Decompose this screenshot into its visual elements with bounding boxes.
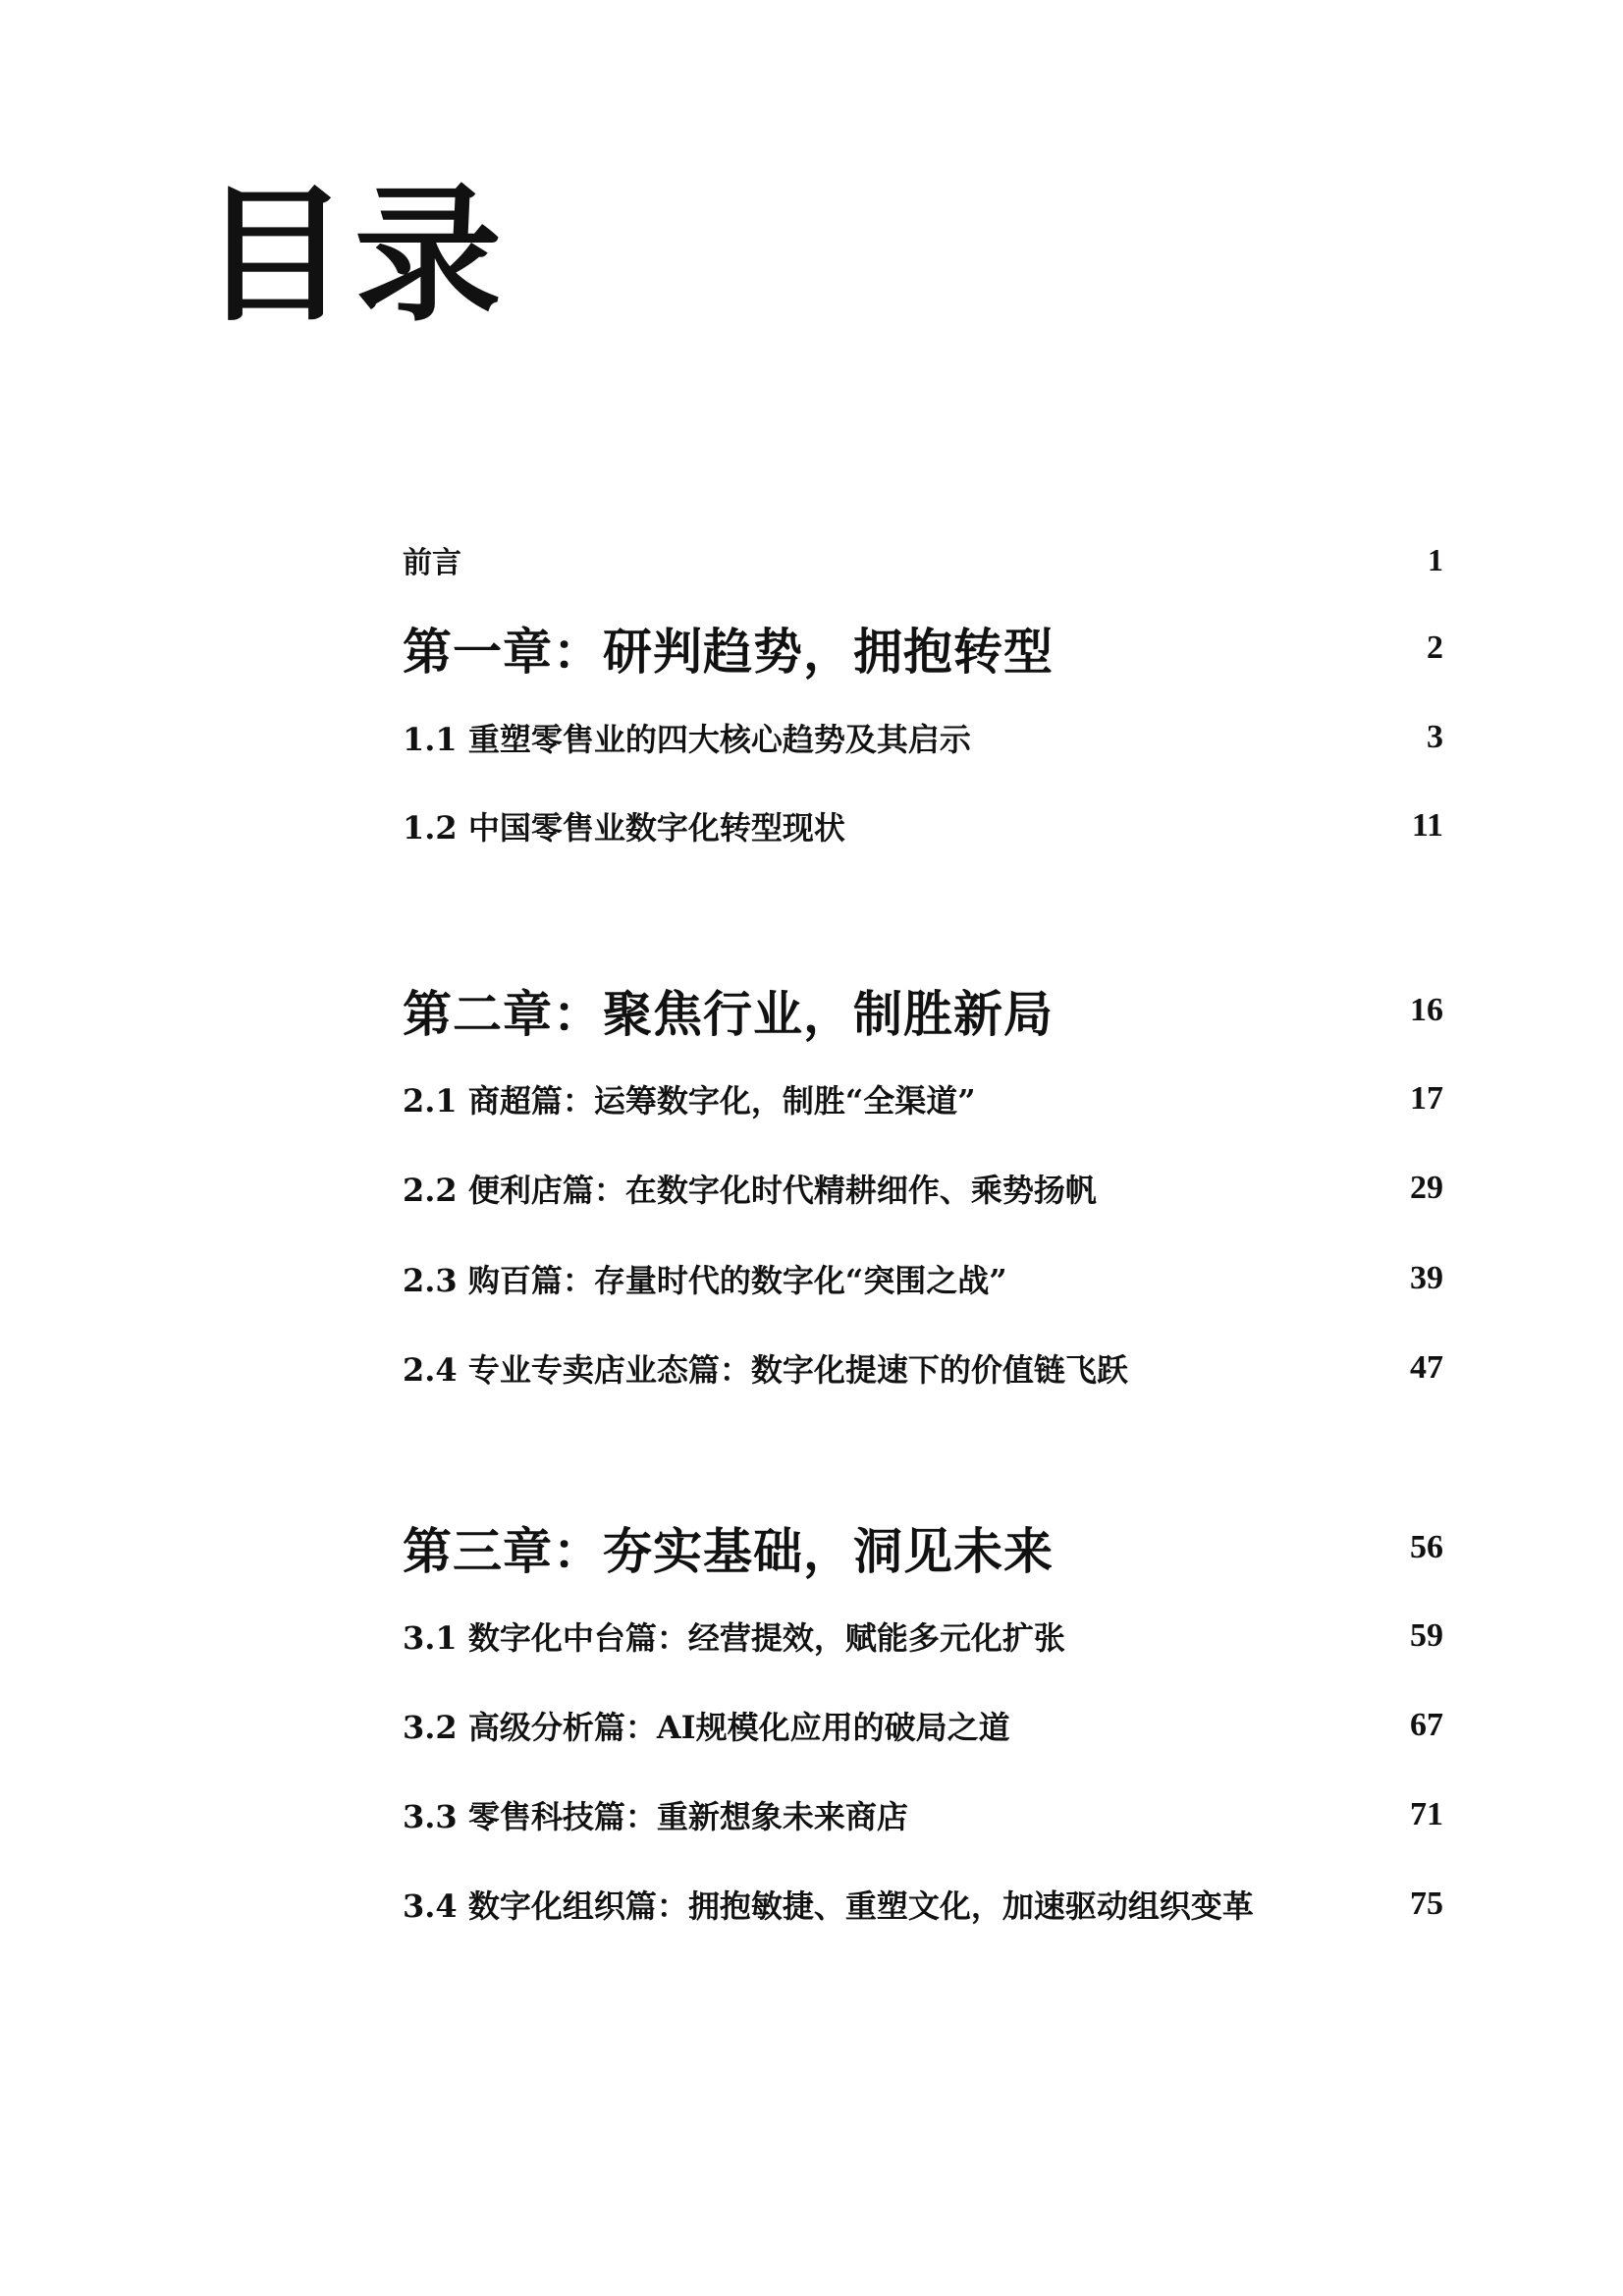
toc-entry-label: 3.1 数字化中台篇：经营提效，赋能多元化扩张 <box>403 1619 1065 1657</box>
toc-entry-page: 56 <box>1410 1529 1443 1565</box>
toc-entry-label: 第一章：研判趋势，拥抱转型 <box>403 623 1054 681</box>
toc-entry-chapter-2[interactable] <box>403 975 1443 1046</box>
toc-entry-label: 1.1 重塑零售业的四大核心趋势及其启示 <box>403 721 971 758</box>
toc-entry-label: 2.1 商超篇：运筹数字化，制胜“全渠道” <box>403 1082 976 1120</box>
toc-entry-page: 59 <box>1410 1617 1443 1654</box>
toc-entry-section-3-3[interactable] <box>403 1792 1443 1837</box>
toc-entry-section-3-1[interactable] <box>403 1613 1443 1659</box>
toc-entry-page: 16 <box>1410 992 1443 1028</box>
toc-entry-section-1-2[interactable] <box>403 803 1443 848</box>
toc-entry-page: 71 <box>1410 1796 1443 1832</box>
toc-entry-label: 1.2 中国零售业数字化转型现状 <box>403 809 845 847</box>
toc-entry-label: 2.4 专业专卖店业态篇：数字化提速下的价值链飞跃 <box>403 1351 1128 1389</box>
toc-entry-page: 11 <box>1411 807 1443 844</box>
toc-entry-label: 2.3 购百篇：存量时代的数字化“突围之战” <box>403 1262 1007 1299</box>
toc-entry-chapter-1[interactable] <box>403 613 1443 683</box>
toc-entry-section-1-1[interactable] <box>403 715 1443 760</box>
toc-entry-page: 17 <box>1410 1080 1443 1117</box>
toc-entry-page: 3 <box>1427 719 1443 755</box>
toc-entry-label: 前言 <box>403 546 461 580</box>
page-title: 目录 <box>201 169 509 342</box>
toc-entry-section-3-2[interactable] <box>403 1703 1443 1748</box>
toc-entry-label: 第三章：夯实基础，洞见未来 <box>403 1522 1054 1580</box>
toc-entry-chapter-3[interactable] <box>403 1512 1443 1583</box>
table-of-contents <box>403 0 1443 2296</box>
toc-entry-section-2-2[interactable] <box>403 1166 1443 1211</box>
toc-entry-label: 2.2 便利店篇：在数字化时代精耕细作、乘势扬帆 <box>403 1172 1097 1209</box>
toc-entry-section-2-3[interactable] <box>403 1256 1443 1301</box>
toc-entry-page: 47 <box>1410 1349 1443 1386</box>
toc-entry-preface[interactable] <box>403 538 1443 581</box>
toc-entry-page: 2 <box>1427 629 1443 666</box>
toc-entry-label: 3.4 数字化组织篇：拥抱敏捷、重塑文化，加速驱动组织变革 <box>403 1887 1254 1925</box>
toc-entry-page: 29 <box>1410 1170 1443 1206</box>
toc-entry-section-2-4[interactable] <box>403 1345 1443 1391</box>
toc-entry-page: 39 <box>1410 1260 1443 1296</box>
toc-entry-page: 75 <box>1410 1886 1443 1922</box>
toc-entry-label: 3.2 高级分析篇：AI规模化应用的破局之道 <box>403 1709 1010 1746</box>
toc-entry-page: 67 <box>1410 1707 1443 1743</box>
toc-entry-label: 3.3 零售科技篇：重新想象未来商店 <box>403 1798 908 1835</box>
toc-entry-section-3-4[interactable] <box>403 1882 1443 1927</box>
toc-entry-label: 第二章：聚焦行业，制胜新局 <box>403 985 1054 1043</box>
toc-entry-section-2-1[interactable] <box>403 1076 1443 1121</box>
toc-entry-page: 1 <box>1428 541 1443 577</box>
